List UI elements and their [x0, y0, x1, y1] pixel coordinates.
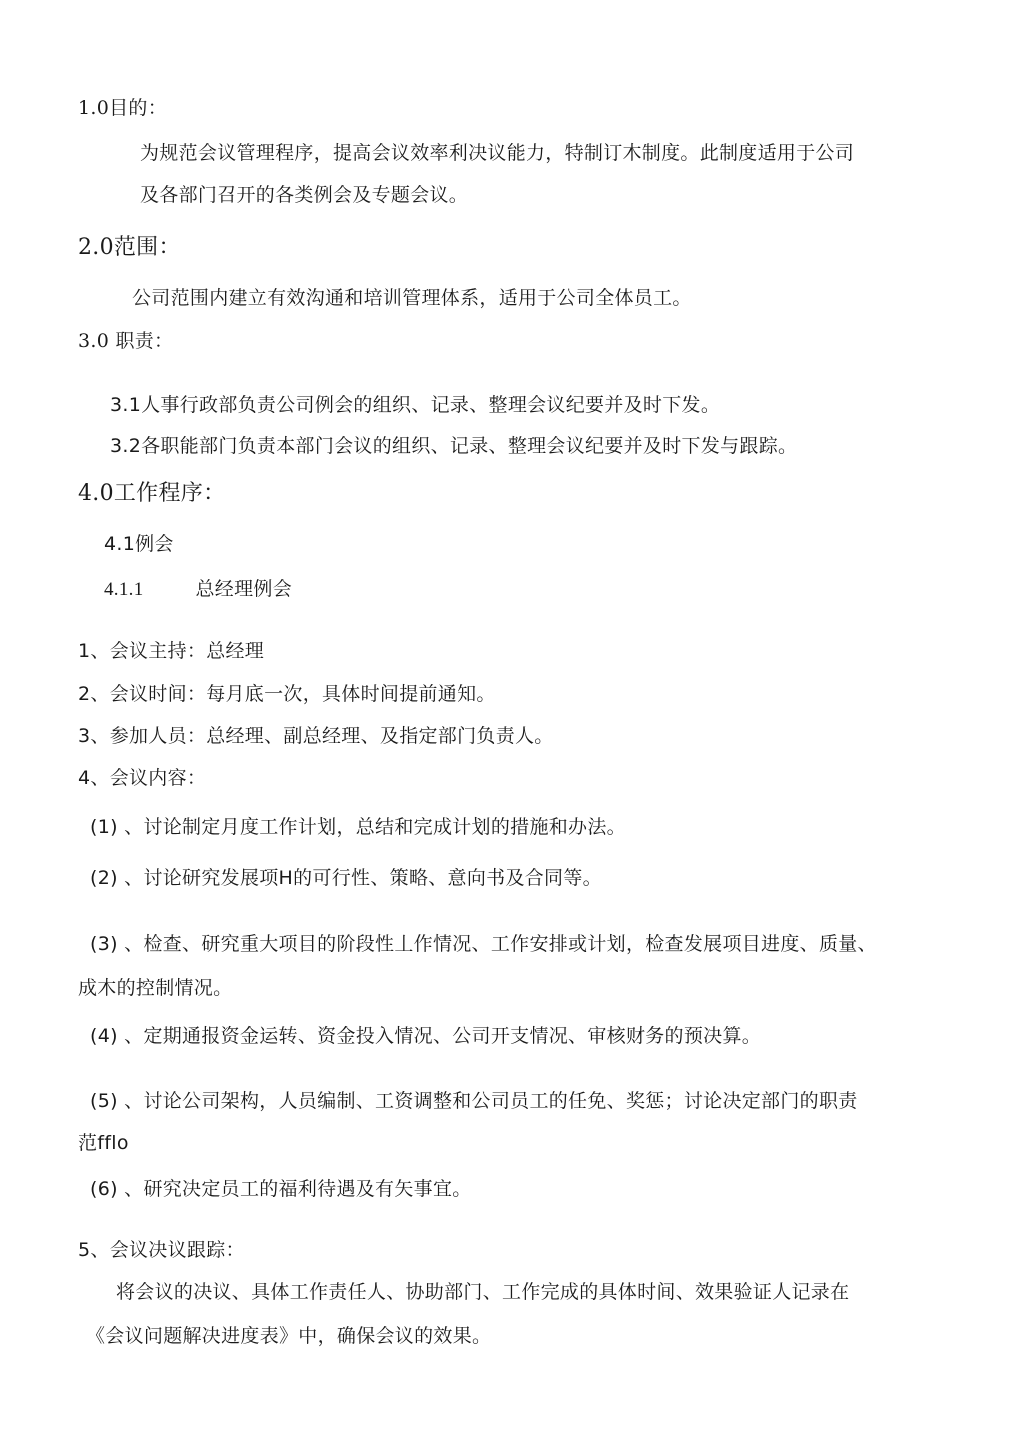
section-3-2-text: 3.2各职能部门负责本部门会议的组织、记录、整理会议纪要并及时下发与跟踪。 — [110, 435, 798, 457]
content-item-1: (1) 、讨论制定月度工作计划，总结和完成计划的措施和办法。 — [90, 816, 626, 838]
item-4-content: 4、会议内容： — [78, 767, 207, 789]
section-3-1-text: 3.1人事行政部负责公司例会的组织、记录、整理会议纪要并及时下发。 — [110, 394, 721, 416]
section-3-heading: 3.0 职责： — [78, 330, 174, 352]
section-4-heading: 4.0工作程序： — [78, 481, 226, 506]
content-item-2: (2) 、讨论研究发展项H的可行性、策略、意向书及合同等。 — [90, 867, 602, 889]
section-2-heading: 2.0范围： — [78, 235, 181, 260]
item-5-text-line-1: 将会议的决议、具体工作责任人、协助部门、工作完成的具体时间、效果验证人记录在 — [116, 1281, 850, 1303]
section-4-1-1-heading — [104, 577, 292, 602]
section-4-1-1-number: 4.1.1 — [104, 579, 144, 600]
item-1-host: 1、会议主持：总经理 — [78, 640, 265, 662]
section-2-text: 公司范围内建立有效沟通和培训管理体系，适用于公司全体员工。 — [132, 287, 692, 309]
content-item-3-line-2: 成木的控制情况。 — [78, 977, 233, 999]
section-1-text-line-2: 及各部门召开的各类例会及专题会议。 — [140, 184, 469, 206]
item-5-text-line-2: 《会议问题解决进度表》中，确保会议的效果。 — [86, 1325, 492, 1347]
content-item-6: (6) 、研究决定员工的福利待遇及有矢事宜。 — [90, 1178, 472, 1200]
item-5-follow-up: 5、会议决议跟踪： — [78, 1239, 245, 1261]
content-item-5-line-1: (5) 、讨论公司架构，人员编制、工资调整和公司员工的任免、奖惩；讨论决定部门的职责 — [90, 1090, 858, 1112]
section-4-1-1-title: 总经理例会 — [195, 578, 293, 600]
section-1-heading: 1.0目的： — [78, 97, 168, 119]
section-4-1-heading: 4.1例会 — [104, 533, 174, 555]
item-3-attendees: 3、参加人员：总经理、副总经理、及指定部门负责人。 — [78, 725, 554, 747]
content-item-5-line-2: 范fflo — [78, 1132, 129, 1154]
item-2-time: 2、会议时间：每月底一次，具体时间提前通知。 — [78, 683, 496, 705]
section-1-text-line-1: 为规范会议管理程序，提高会议效率利决议能力，特制订木制度。此制度适用于公司 — [140, 142, 855, 164]
content-item-4: (4) 、定期通报资金运转、资金投入情况、公司开支情况、审核财务的预决算。 — [90, 1025, 762, 1047]
content-item-3-line-1: (3) 、检查、研究重大项目的阶段性丄作情况、工作安排或计划，检查发展项目进度、质量、 — [90, 933, 877, 955]
